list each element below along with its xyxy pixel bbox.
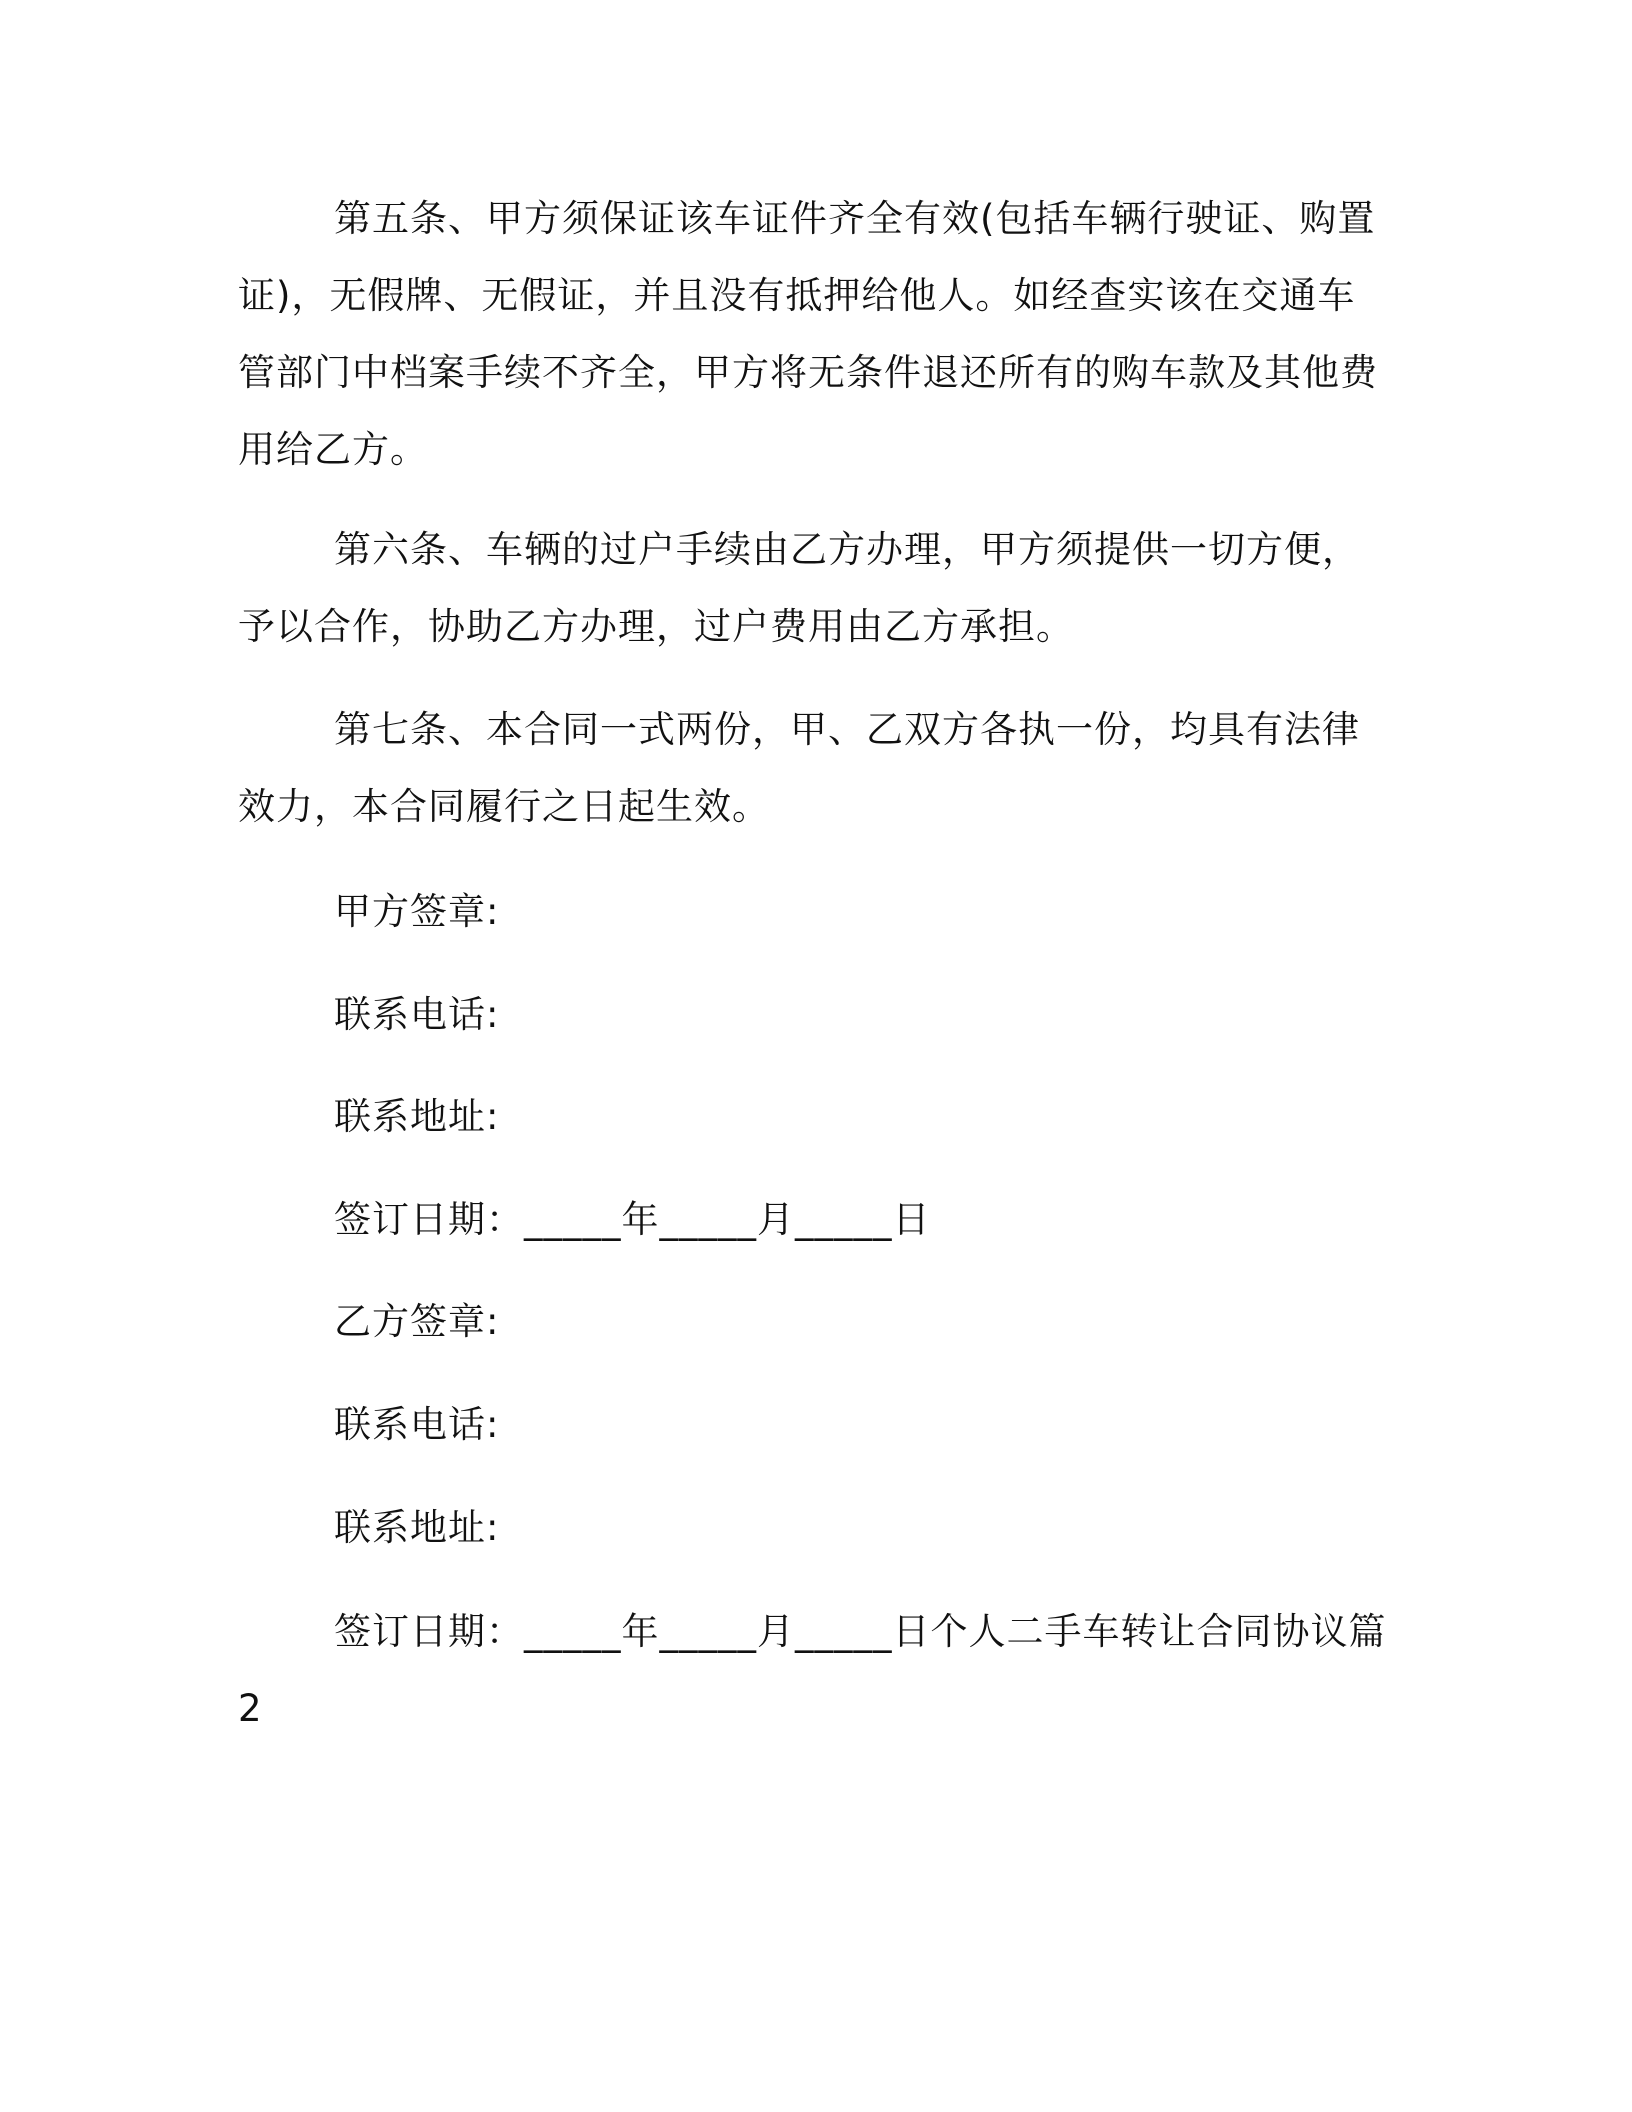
party-a-signature-label: 甲方签章:: [334, 890, 500, 933]
party-a-date-line: 签订日期：_____年_____月_____日: [334, 1198, 931, 1241]
party-b-phone-label: 联系电话:: [334, 1403, 500, 1446]
party-b-date-line-with-next-title: 签订日期：_____年_____月_____日个人二手车转让合同协议篇 2: [238, 1610, 1387, 1730]
party-b-signature-label: 乙方签章:: [334, 1300, 500, 1343]
clause-article-5: 第五条、甲方须保证该车证件齐全有效(包括车辆行驶证、购置证)，无假牌、无假证，并且没有抵押给他人。如经查实该在交通车管部门中档案手续不齐全，甲方将无条件退还所有的购车款及其他费用给乙方。: [238, 197, 1378, 471]
party-a-address-label: 联系地址:: [334, 1095, 500, 1138]
party-b-address-label: 联系地址:: [334, 1506, 500, 1549]
party-a-phone-label: 联系电话:: [334, 993, 500, 1036]
clause-article-7: 第七条、本合同一式两份，甲、乙双方各执一份，均具有法律效力，本合同履行之日起生效。: [238, 708, 1360, 828]
clause-article-6: 第六条、车辆的过户手续由乙方办理，甲方须提供一切方便，予以合作，协助乙方办理，过户费用由乙方承担。: [238, 528, 1360, 648]
